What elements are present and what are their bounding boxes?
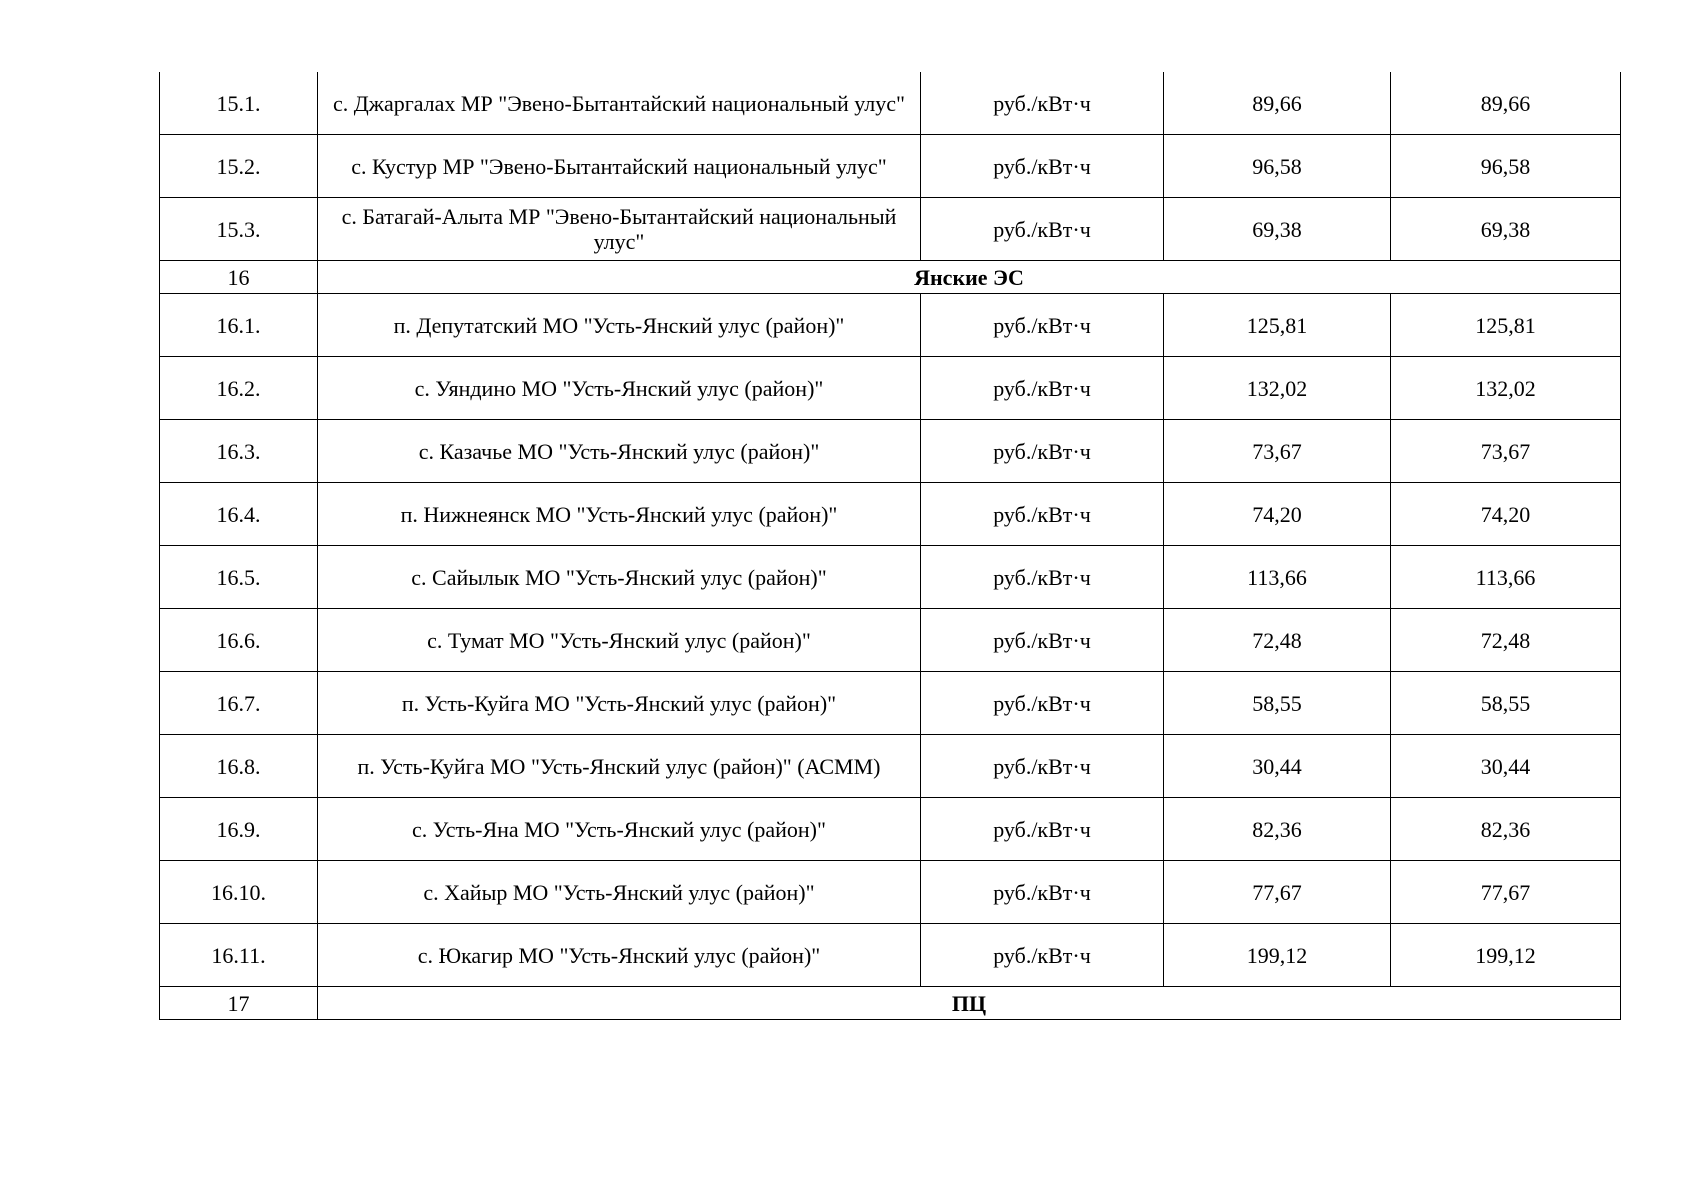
settlement-name-cell: с. Уяндино МО "Усть-Янский улус (район)" [318,357,921,420]
tariff-value-cell-1: 132,02 [1164,357,1391,420]
tariff-value-cell-2: 30,44 [1391,735,1621,798]
unit-cell: руб./кВт·ч [921,546,1164,609]
table-row [160,546,1621,609]
unit-cell: руб./кВт·ч [921,735,1164,798]
settlement-name-cell: с. Батагай-Алыта МР "Эвено-Бытантайский национальный улус" [318,198,921,261]
table-row [160,924,1621,987]
tariff-value-cell-2: 69,38 [1391,198,1621,261]
row-number-cell: 16.3. [160,420,318,483]
table-row [160,609,1621,672]
section-title-cell: Янские ЭС [318,261,1621,294]
settlement-name-cell: с. Юкагир МО "Усть-Янский улус (район)" [318,924,921,987]
tariff-value-cell-2: 96,58 [1391,135,1621,198]
tariff-value-cell-1: 74,20 [1164,483,1391,546]
tariff-value-cell-1: 73,67 [1164,420,1391,483]
settlement-name-cell: с. Хайыр МО "Усть-Янский улус (район)" [318,861,921,924]
tariff-value-cell-2: 199,12 [1391,924,1621,987]
unit-cell: руб./кВт·ч [921,798,1164,861]
table-row [160,735,1621,798]
tariff-value-cell-1: 58,55 [1164,672,1391,735]
table-row [160,861,1621,924]
row-number-cell: 16.7. [160,672,318,735]
tariff-value-cell-1: 82,36 [1164,798,1391,861]
row-number-cell: 16.11. [160,924,318,987]
unit-cell: руб./кВт·ч [921,861,1164,924]
row-number-cell: 15.2. [160,135,318,198]
row-number-cell: 16.5. [160,546,318,609]
settlement-name-cell: с. Кустур МР "Эвено-Бытантайский национальный улус" [318,135,921,198]
tariff-value-cell-2: 74,20 [1391,483,1621,546]
unit-cell: руб./кВт·ч [921,294,1164,357]
unit-cell: руб./кВт·ч [921,135,1164,198]
table-row [160,798,1621,861]
settlement-name-cell: с. Сайылык МО "Усть-Янский улус (район)" [318,546,921,609]
tariff-value-cell-2: 125,81 [1391,294,1621,357]
tariff-value-cell-1: 199,12 [1164,924,1391,987]
tariff-value-cell-2: 72,48 [1391,609,1621,672]
tariff-value-cell-1: 77,67 [1164,861,1391,924]
settlement-name-cell: с. Тумат МО "Усть-Янский улус (район)" [318,609,921,672]
row-number-cell: 16.10. [160,861,318,924]
unit-cell: руб./кВт·ч [921,72,1164,135]
section-header-row [160,987,1621,1020]
unit-cell: руб./кВт·ч [921,357,1164,420]
tariff-value-cell-1: 125,81 [1164,294,1391,357]
section-number-cell: 16 [160,261,318,294]
section-number-cell: 17 [160,987,318,1020]
unit-cell: руб./кВт·ч [921,609,1164,672]
row-number-cell: 15.3. [160,198,318,261]
unit-cell: руб./кВт·ч [921,420,1164,483]
row-number-cell: 16.1. [160,294,318,357]
settlement-name-cell: с. Казачье МО "Усть-Янский улус (район)" [318,420,921,483]
row-number-cell: 16.9. [160,798,318,861]
tariff-value-cell-1: 69,38 [1164,198,1391,261]
table-row [160,198,1621,261]
settlement-name-cell: п. Нижнеянск МО "Усть-Янский улус (район)" [318,483,921,546]
tariff-value-cell-1: 72,48 [1164,609,1391,672]
row-number-cell: 16.2. [160,357,318,420]
table-row [160,72,1621,135]
tariff-table [159,72,1621,1020]
table-row [160,420,1621,483]
table-row [160,294,1621,357]
tariff-value-cell-2: 89,66 [1391,72,1621,135]
tariff-value-cell-1: 96,58 [1164,135,1391,198]
settlement-name-cell: п. Усть-Куйга МО "Усть-Янский улус (район)" (АСММ) [318,735,921,798]
section-header-row [160,261,1621,294]
tariff-value-cell-2: 73,67 [1391,420,1621,483]
tariff-value-cell-2: 58,55 [1391,672,1621,735]
table-row [160,483,1621,546]
tariff-value-cell-1: 30,44 [1164,735,1391,798]
table-row [160,135,1621,198]
row-number-cell: 16.6. [160,609,318,672]
unit-cell: руб./кВт·ч [921,924,1164,987]
unit-cell: руб./кВт·ч [921,672,1164,735]
table-row [160,357,1621,420]
section-title-cell: ПЦ [318,987,1621,1020]
tariff-value-cell-2: 132,02 [1391,357,1621,420]
settlement-name-cell: с. Джаргалах МР "Эвено-Бытантайский национальный улус" [318,72,921,135]
tariff-value-cell-1: 89,66 [1164,72,1391,135]
row-number-cell: 16.4. [160,483,318,546]
table-row [160,672,1621,735]
row-number-cell: 15.1. [160,72,318,135]
unit-cell: руб./кВт·ч [921,198,1164,261]
unit-cell: руб./кВт·ч [921,483,1164,546]
tariff-value-cell-2: 77,67 [1391,861,1621,924]
settlement-name-cell: с. Усть-Яна МО "Усть-Янский улус (район)" [318,798,921,861]
row-number-cell: 16.8. [160,735,318,798]
tariff-value-cell-2: 113,66 [1391,546,1621,609]
tariff-value-cell-1: 113,66 [1164,546,1391,609]
tariff-table-body [160,72,1621,1020]
settlement-name-cell: п. Депутатский МО "Усть-Янский улус (район)" [318,294,921,357]
tariff-value-cell-2: 82,36 [1391,798,1621,861]
settlement-name-cell: п. Усть-Куйга МО "Усть-Янский улус (район)" [318,672,921,735]
